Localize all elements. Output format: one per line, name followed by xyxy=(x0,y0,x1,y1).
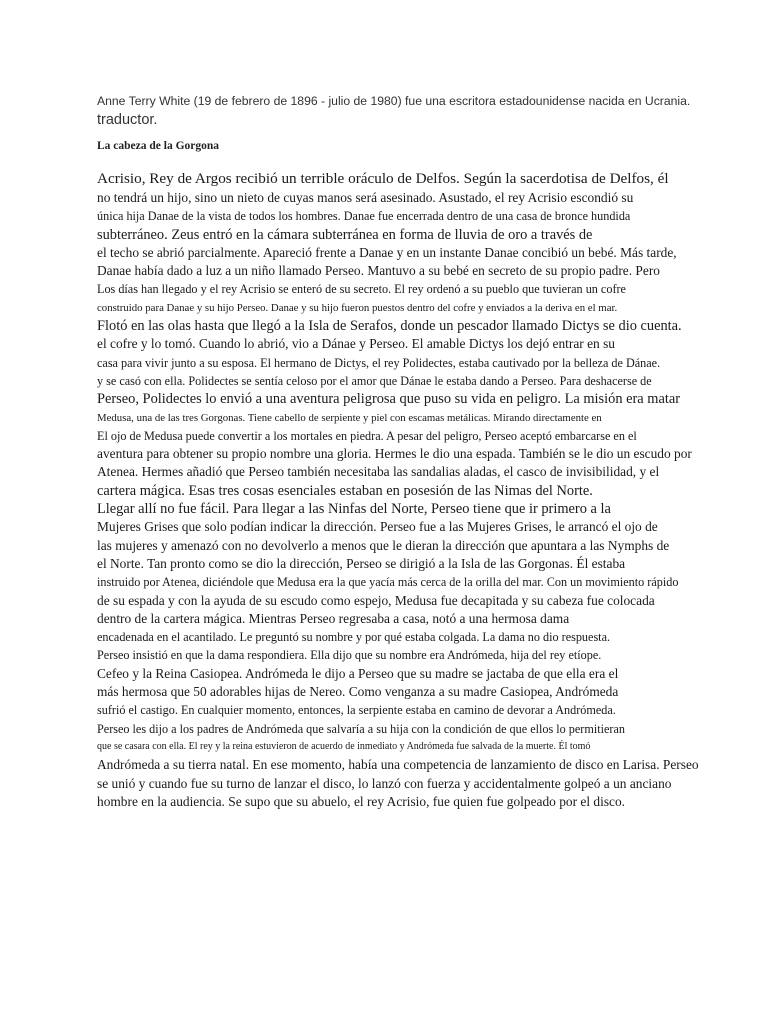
body-line: Perseo, Polidectes lo envió a una aventura peligrosa que puso su vida en peligro. La misión era matar xyxy=(97,391,681,408)
body-line: Danae había dado a luz a un niño llamado Perseo. Mantuvo a su bebé en secreto de su propio padre. Pero xyxy=(97,263,660,279)
body-line: que se casara con ella. El rey y la reina estuvieron de acuerdo de inmediato y Andrómeda fue salvada de la muerte. Él tomó xyxy=(97,740,591,752)
body-line: Perseo les dijo a los padres de Andrómeda que salvaría a su hija con la condición de que ellos lo permitieran xyxy=(97,721,625,736)
body-line: el Norte. Tan pronto como se dio la dirección, Perseo se dirigió a la Isla de las Gorgonas. Él estaba xyxy=(97,555,626,571)
body-line: se unió y cuando fue su turno de lanzar el disco, lo lanzó con fuerza y accidentalmente golpeó a un anciano xyxy=(97,775,672,791)
body-line: cartera mágica. Esas tres cosas esenciales estaban en posesión de las Nimas del Norte. xyxy=(97,482,593,499)
body-line: Perseo insistió en que la dama respondiera. Ella dijo que su nombre era Andrómeda, hija del rey etíope. xyxy=(97,648,602,663)
author-note xyxy=(97,92,737,129)
author-note-line-1: Anne Terry White (19 de febrero de 1896 - julio de 1980) fue una escritora estadounidense nacida en Ucrania. xyxy=(97,94,691,108)
body-line: las mujeres y amenazó con no devolverlo a menos que le dieran la dirección que apuntara a las Nymphs de xyxy=(97,537,670,553)
body-line: y se casó con ella. Polidectes se sentía celoso por el amor que Dánae le estaba dando a Perseo. Para deshacerse de xyxy=(97,373,652,388)
body-line: construido para Danae y su hijo Perseo. Danae y su hijo fueron puestos dentro del cofre y enviados a la deriva en el mar. xyxy=(97,301,618,314)
story-body xyxy=(97,168,707,811)
body-line: Andrómeda a su tierra natal. En ese momento, había una competencia de lanzamiento de disco en Larisa. Perseo xyxy=(97,757,699,773)
body-line: sufrió el castigo. En cualquier momento, entonces, la serpiente estaba en camino de devorar a Andrómeda. xyxy=(97,703,616,718)
body-line: aventura para obtener su propio nombre una gloria. Hermes le dio una espada. También se le dio un escudo por xyxy=(97,446,692,462)
body-line: Atenea. Hermes añadió que Perseo también necesitaba las sandalias aladas, el casco de invisibilidad, y el xyxy=(97,464,660,480)
body-line: casa para vivir junto a su esposa. El hermano de Dictys, el rey Polidectes, estaba cautivado por la belleza de Dánae. xyxy=(97,355,661,370)
body-line: Flotó en las olas hasta que llegó a la Isla de Serafos, donde un pescador llamado Dictys se dio cuenta. xyxy=(97,318,682,335)
body-line: no tendrá un hijo, sino un nieto de cuyas manos será asesinado. Asustado, el rey Acrisio escondió su xyxy=(97,190,634,205)
body-line: el cofre y lo tomó. Cuando lo abrió, vio a Dánae y Perseo. El amable Dictys los dejó entrar en su xyxy=(97,336,615,352)
body-line: única hija Danae de la vista de todos los hombres. Danae fue encerrada dentro de una casa de bronce hundida xyxy=(97,209,631,224)
body-line: Medusa, una de las tres Gorgonas. Tiene cabello de serpiente y piel con escamas metálicas. Mirando directamente en xyxy=(97,411,602,424)
body-line: encadenada en el acantilado. Le preguntó su nombre y por qué estaba colgada. La dama no dio respuesta. xyxy=(97,630,611,645)
body-line: dentro de la cartera mágica. Mientras Perseo regresaba a casa, notó a una hermosa dama xyxy=(97,610,570,626)
body-line: de su espada y con la ayuda de su escudo como espejo, Medusa fue decapitada y su cabeza fue colocada xyxy=(97,592,655,608)
body-line: Los días han llegado y el rey Acrisio se enteró de su secreto. El rey ordenó a su pueblo que tuvieran un cofre xyxy=(97,282,626,297)
body-line: subterráneo. Zeus entró en la cámara subterránea en forma de lluvia de oro a través de xyxy=(97,226,593,243)
body-line: Mujeres Grises que solo podían indicar la dirección. Perseo fue a las Mujeres Grises, le arrancó el ojo de xyxy=(97,519,658,535)
author-note-line-2: traductor. xyxy=(97,112,158,128)
body-line: el techo se abrió parcialmente. Apareció frente a Danae y en un instante Danae concibió un bebé. Más tarde, xyxy=(97,244,677,260)
body-line: hombre en la audiencia. Se supo que su abuelo, el rey Acrisio, fue quien fue golpeado por el disco. xyxy=(97,793,626,809)
body-line: El ojo de Medusa puede convertir a los mortales en piedra. A pesar del peligro, Perseo aceptó embarcarse en el xyxy=(97,428,637,443)
body-line: Acrisio, Rey de Argos recibió un terrible oráculo de Delfos. Según la sacerdotisa de Delfos, él xyxy=(97,170,669,187)
body-line: más hermosa que 50 adorables hijas de Nereo. Como venganza a su madre Casiopea, Andrómeda xyxy=(97,684,619,700)
body-line: instruido por Atenea, diciéndole que Medusa era la que yacía más cerca de la orilla del mar. Con un movimiento rápido xyxy=(97,575,679,590)
body-line: Llegar allí no fue fácil. Para llegar a las Ninfas del Norte, Perseo tiene que ir primero a la xyxy=(97,501,611,518)
body-line: Cefeo y la Reina Casiopea. Andrómeda le dijo a Perseo que su madre se jactaba de que ella era el xyxy=(97,665,619,681)
story-title: La cabeza de la Gorgona xyxy=(97,140,220,152)
